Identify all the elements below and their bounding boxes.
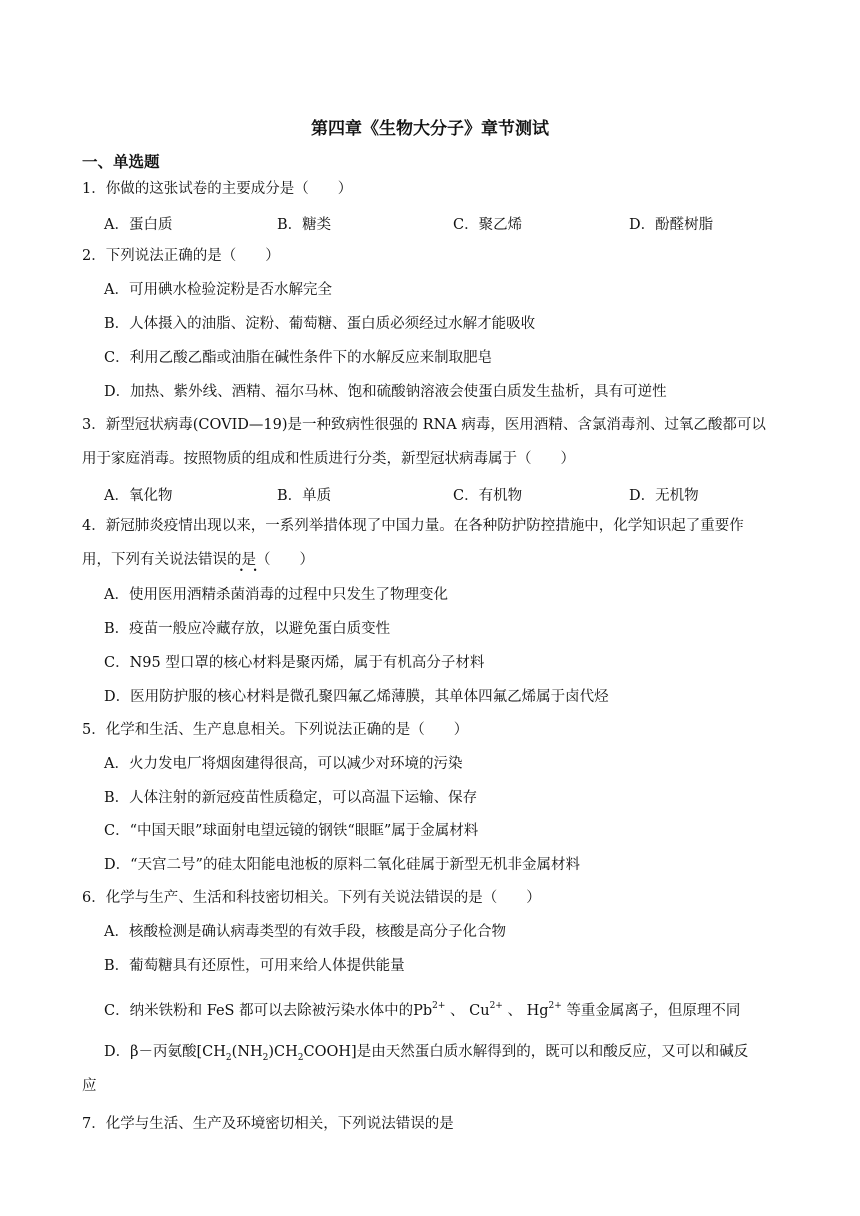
question-3-option-a[interactable]: A．氧化物	[104, 488, 173, 504]
question-3-option-d[interactable]: D．无机物	[629, 488, 699, 504]
question-6-option-d-wrap: 应	[82, 1078, 97, 1094]
question-1-option-a[interactable]: A．蛋白质	[104, 217, 173, 233]
emphasis-dots: ••	[239, 566, 267, 575]
question-4-option-c[interactable]: C．N95 型口罩的核心材料是聚丙烯，属于有机高分子材料	[104, 655, 485, 671]
question-1-option-c[interactable]: C．聚乙烯	[453, 217, 523, 233]
question-6-option-d[interactable]: D．β－丙氨酸$[CH_2(NH_2)CH_2COOH]$是由天然蛋白质水解得到的，既可以和酸反应，又可以和碱反	[104, 1044, 749, 1063]
question-5-option-c[interactable]: C．“中国天眼”球面射电望远镜的钢铁“眼眶”属于金属材料	[104, 823, 479, 839]
question-2-option-a[interactable]: A．可用碘水检验淀粉是否水解完全	[104, 282, 332, 298]
question-4-option-a[interactable]: A．使用医用酒精杀菌消毒的过程中只发生了物理变化	[104, 587, 448, 603]
question-3-stem-line-1: 3．新型冠状病毒(COVID—19)是一种致病性很强的 RNA 病毒，医用酒精、含氯消毒剂、过氧乙酸都可以	[82, 417, 766, 433]
question-4-stem-line-1: 4．新冠肺炎疫情出现以来，一系列举措体现了中国力量。在各种防护防控措施中，化学知识起了重要作	[82, 518, 744, 534]
question-6-stem: 6．化学与生产、生活和科技密切相关。下列有关说法错误的是（ ）	[82, 890, 541, 906]
question-3-option-b[interactable]: B．单质	[277, 488, 332, 504]
question-7-stem: 7．化学与生活、生产及环境密切相关，下列说法错误的是	[82, 1116, 454, 1132]
mercury-ion: $Hg^{2+}$	[526, 1001, 562, 1019]
question-6-option-a[interactable]: A．核酸检测是确认病毒类型的有效手段，核酸是高分子化合物	[104, 924, 506, 940]
question-5-option-a[interactable]: A．火力发电厂将烟囱建得很高，可以减少对环境的污染	[104, 756, 463, 772]
question-1-option-b[interactable]: B．糖类	[277, 217, 332, 233]
question-6-option-b[interactable]: B．葡萄糖具有还原性，可用来给人体提供能量	[104, 958, 405, 974]
copper-ion: $Cu^{2+}$	[469, 1001, 503, 1019]
question-6-option-c-text: C．纳米铁粉和 FeS 都可以去除被污染水体中的	[104, 1003, 414, 1019]
question-2-option-c[interactable]: C．利用乙酸乙酯或油脂在碱性条件下的水解反应来制取肥皂	[104, 350, 493, 366]
question-4-stem-line-2: 用，下列有关说法错误的是（ ）	[82, 552, 314, 568]
question-2-option-b[interactable]: B．人体摄入的油脂、淀粉、葡萄糖、蛋白质必须经过水解才能吸收	[104, 316, 536, 332]
question-1-option-d[interactable]: D．酚醛树脂	[629, 217, 714, 233]
alanine-formula: $CH_2(NH_2)CH_2COOH$	[202, 1044, 352, 1063]
question-4-option-d[interactable]: D．医用防护服的核心材料是微孔聚四氟乙烯薄膜，其单体四氟乙烯属于卤代烃	[104, 689, 609, 705]
section-heading: 一、单选题	[82, 153, 160, 171]
question-6-option-c[interactable]: C．纳米铁粉和 FeS 都可以去除被污染水体中的$Pb^{2+}$ 、 $Cu^{2+}$ 、 $Hg^{2+}$ 等重金属离子，但原理不同	[104, 1001, 741, 1019]
question-2-stem: 2．下列说法正确的是（ ）	[82, 248, 280, 264]
question-3-option-c[interactable]: C．有机物	[453, 488, 523, 504]
question-5-option-b[interactable]: B．人体注射的新冠疫苗性质稳定，可以高温下运输、保存	[104, 790, 478, 806]
question-2-option-d[interactable]: D．加热、紫外线、酒精、福尔马林、饱和硫酸钠溶液会使蛋白质发生盐析，具有可逆性	[104, 384, 667, 400]
question-3-stem-line-2: 用于家庭消毒。按照物质的组成和性质进行分类，新型冠状病毒属于（ ）	[82, 451, 575, 467]
question-4-option-b[interactable]: B．疫苗一般应冷藏存放，以避免蛋白质变性	[104, 621, 391, 637]
question-5-stem: 5．化学和生活、生产息息相关。下列说法正确的是（ ）	[82, 722, 469, 738]
question-1-stem: 1．你做的这张试卷的主要成分是（ ）	[82, 181, 353, 197]
page-title: 第四章《生物大分子》章节测试	[311, 119, 549, 139]
question-5-option-d[interactable]: D．“天宫二号”的硅太阳能电池板的原料二氧化硅属于新型无机非金属材料	[104, 857, 580, 873]
lead-ion: $Pb^{2+}$	[413, 1001, 446, 1019]
